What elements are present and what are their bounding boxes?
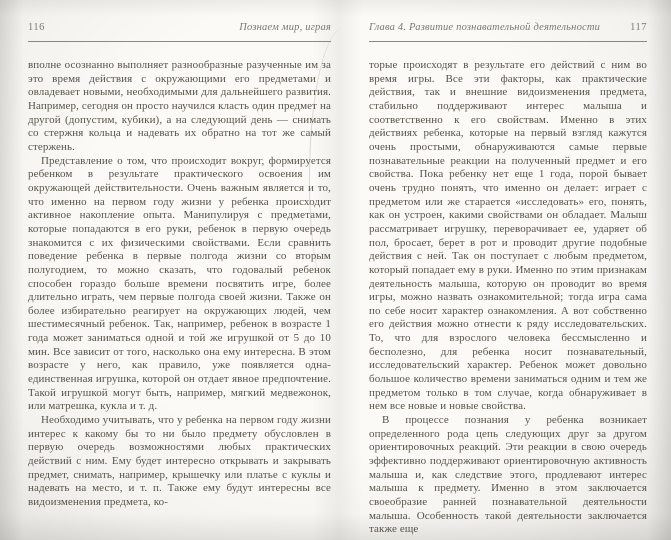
paragraph: вполне осознанно выполняет разнообразные разученные им за это время действия с окружающими его предметами и овладевает новыми, необходимыми для дальнейшего развития. Например, сегодня он просто научился класть один предмет на другой (допустим, кубики), а на следующий день — снимать со стержня кольца и надевать их обратно на тот же самый стержень. [28,59,331,153]
left-page-header [28,22,331,41]
page-right [369,22,647,537]
right-page-number: 117 [630,22,647,33]
left-header-rule [28,41,331,42]
right-header-rule [369,41,647,42]
paragraph: Необходимо учитывать, что у ребенка на первом году жизни интерес к какому бы то ни было предмету обусловлен в первую очередь возможностями любых практических действий с ним. Ему будет интересно открывать и закрывать предмет, снимать, например, крышечку или платье с куклы и надевать на место, и т. п. Также ему будут интересны все видоизменения предмета, ко- [28,414,331,508]
page-left [28,22,331,510]
left-page-body [28,59,331,510]
left-running-title: Познаем мир, играя [239,22,331,33]
paragraph: Представление о том, что происходит вокруг, формируется ребенком в результате практического освоения им окружающей действительности. Очень важным является и то, что именно на первом году жизни у ребенка происходит активное накопление опыта. Манипулируя с предметами, которые попадаются в его руки, ребенок в первую очередь знакомится с их физическими свойствами. Если сравнить поведение ребенка в первые полгода жизни со вторым полугодием, то можно сказать, что годовалый ребенок способен гораздо больше времени посвятить игре, более длительно играть, чем первые полгода своей жизни. Также он более избирательно реагирует на окружающих людей, чем шестимесячный ребенок. Так, например, ребенок в возрасте 1 года может заниматься одной и той же игрушкой от 5 до 10 мин. Все зависит от того, насколько она ему интересна. В этом возрасте у него, как правило, уже появляется одна-единственная игрушка, которой он отдает явное предпочтение. Такой игрушкой могут быть, например, мягкий медвежонок, или матрешка, кукла и т. д. [28,154,331,413]
paragraph: В процессе познания у ребенка возникает определенного рода цепь следующих друг за другом ориентировочных реакций. Эти реакции в свою очередь эффективно поддерживают ориентировочную активность малыша и, как следствие этого, продлевают интерес малыша к предмету. Именно в этом заключается своеобразие ранней познавательной деятельности малыша. Особенность такой деятельности заключается также еще [369,414,647,536]
right-running-title: Глава 4. Развитие познавательной деятельности [369,22,601,33]
right-page-header [369,22,647,41]
right-page-body [369,59,647,537]
left-page-number: 116 [28,22,45,33]
paragraph: торые происходят в результате его действий с ним во время игры. Все эти факторы, как практические действия, так и внешние видоизменения предмета, стабильно поддерживают интерес малыша и соответственно к его свойствам. Именно в этих действиях ребенка, которые на первый взгляд кажутся очень простыми, обнаруживаются самые первые познавательные реакции на полученный предмет и его свойства. Пока ребенку нет еще 1 года, порой бывает очень трудно понять, что именно он делает: играет с предметом или же старается «исследовать» его, понять, как он устроен, какими свойствами он обладает. Малыш рассматривает игрушку, переворачивает ее, ударяет об пол, бросает, берет в рот и проводит другие подобные действия с ней. Так он поступает с любым предметом, который попадает ему в руки. Именно по этим признакам деятельность малыша, которую он проводит во время игры, можно назвать ознакомительной; тогда игра сама по себе носит характер ознакомления. А вот собственно его действия можно отнести к ряду исследовательских. То, что для взрослого человека бессмысленно и бесполезно, для ребенка носит познавательный, исследовательский характер. Ребенок может довольно большое количество времени заниматься одним и тем же предметом только в том случае, когда обнаруживает в нем все новые и новые свойства. [369,59,647,413]
